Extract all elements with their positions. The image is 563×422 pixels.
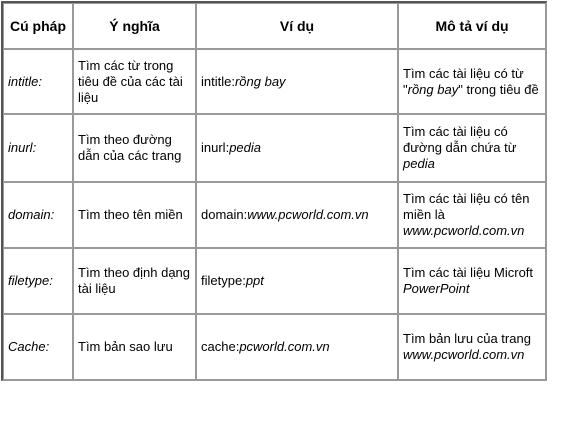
meaning-cell: Tìm theo tên miền [73,182,196,248]
description-text: Tìm các tài liệu có từ " [403,65,524,97]
header-syntax: Cú pháp [3,3,73,49]
example-prefix: filetype: [201,273,246,288]
example-value: pcworld.com.vn [239,339,330,354]
example-value: ppt [245,273,264,288]
search-syntax-table [1,1,547,381]
description-text: Tìm bản lưu của trang [403,331,531,346]
table-row [3,114,546,182]
example-cell [196,114,398,182]
description-highlight: www.pcworld.com.vn [403,347,525,362]
description-text: " trong tiêu đề [458,81,539,97]
header-example: Ví dụ [196,3,398,49]
table-row [3,248,546,314]
meaning-cell: Tìm các từ trong tiêu đề của các tài liệu [73,49,196,114]
example-cell [196,182,398,248]
description-text: Tìm các tài liệu có tên miền là [403,191,530,222]
example-prefix: intitle: [201,73,235,89]
example-prefix: domain: [201,207,248,222]
description-text: Tìm các tài liệu có đường dẫn chứa từ [403,124,517,155]
meaning-cell: Tìm theo định dạng tài liệu [73,248,196,314]
syntax-cell: filetype: [3,248,73,314]
example-prefix: cache: [201,339,240,354]
syntax-cell: Cache: [3,314,73,380]
description-highlight: www.pcworld.com.vn [403,223,525,238]
header-meaning: Ý nghĩa [73,3,196,49]
description-highlight: pedia [403,156,435,171]
description-cell [398,114,546,182]
syntax-cell: inurl: [3,114,73,182]
description-cell [398,248,546,314]
description-highlight: rồng bay [407,81,459,97]
syntax-cell: domain: [3,182,73,248]
example-cell [196,314,398,380]
table-row [3,49,546,114]
syntax-cell: intitle: [3,49,73,114]
example-value: pedia [229,140,261,155]
example-value: www.pcworld.com.vn [247,207,369,222]
example-prefix: inurl: [201,140,230,155]
table-row [3,182,546,248]
description-cell [398,49,546,114]
meaning-cell: Tìm bản sao lưu [73,314,196,380]
table-header-row [3,3,546,49]
meaning-cell: Tìm theo đường dẫn của các trang [73,114,196,182]
description-text: Tìm các tài liệu Microft [403,265,534,280]
description-cell [398,314,546,380]
example-value: rồng bay [234,73,286,89]
description-cell [398,182,546,248]
example-cell [196,248,398,314]
header-example-description: Mô tả ví dụ [398,3,546,49]
description-highlight: PowerPoint [403,281,470,296]
example-cell [196,49,398,114]
table-row [3,314,546,380]
